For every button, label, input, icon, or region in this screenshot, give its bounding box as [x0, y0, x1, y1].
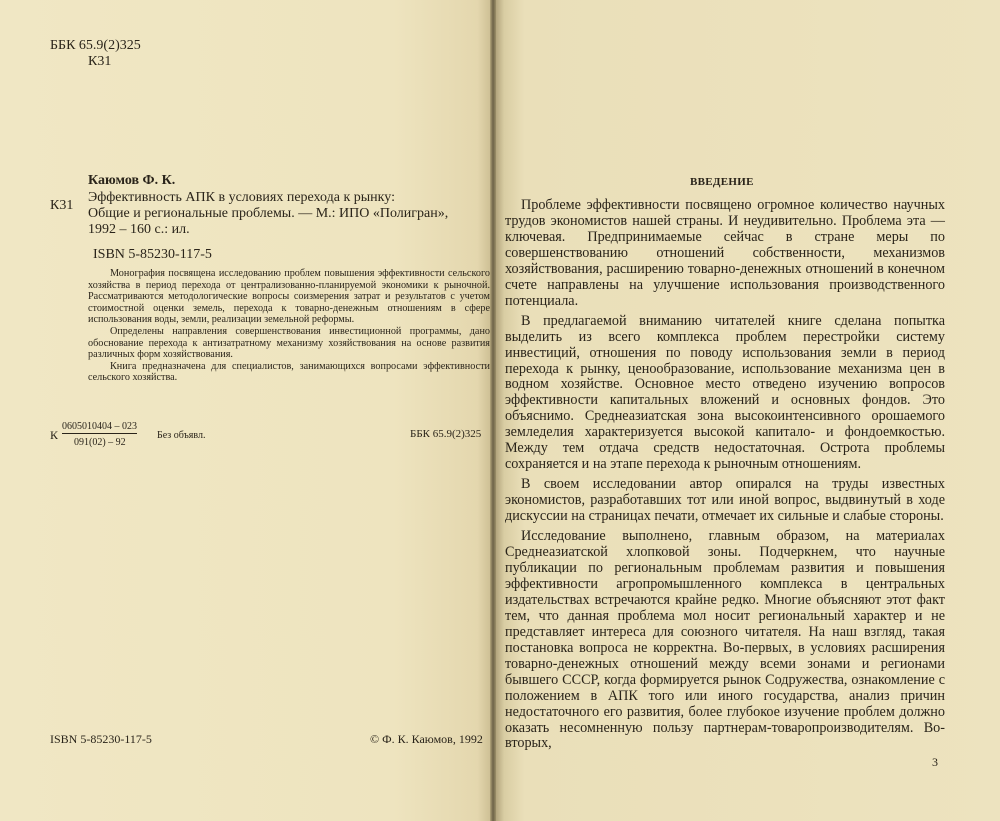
catalog-k: К [50, 428, 59, 442]
no-announcement: Без объявл. [157, 430, 206, 441]
bib-line: Общие и региональные проблемы. — М.: ИПО «Полигран», [88, 206, 449, 221]
section-heading: ВВЕДЕНИЕ [690, 176, 754, 188]
annotation-paragraph: Монография посвящена исследованию проблем повышения эффективности сельского хозяйства в период перехода от централизованно-планируемой экономики к рыночной. Рассматриваются методологические вопросы соизмерения затрат и результатов с учетом стоимостной оценки земель, перехода к товарно-денежным отношениям в сфере использования воды, земли, реализации земельной реформы. [88, 268, 490, 326]
author-mark: К31 [88, 54, 112, 69]
annotation-paragraph: Книга предназначена для специалистов, занимающихся вопросами эффективности сельского хозяйства. [88, 360, 490, 384]
body-paragraph: Исследование выполнено, главным образом, на материалах Среднеазиатской хлопковой зоны. Подчеркнем, что научные публикации по региональным проблемам развития и повышения эффективности агропромышленного комплекса в центральных издательствах встречаются крайне редко. Многие объясняют этот факт тем, что данная проблема мол носит региональный характер и не представляет интереса для союзного читателя. На наш взгляд, такая постановка вопроса не корректна. Во-первых, в условиях расширения товарно-денежных отношений между всеми зонами и регионами бывшего СССР, когда формируется рынок Содружества, ознакомление с положением в АПК того или иного государства, анализ причин недостаточного его развития, более глубокое изучение проблем должно оказать несомненную пользу партнерам-товаропроизводителям. Во-вторых, [505, 528, 945, 752]
introduction-text [505, 198, 945, 756]
annotation-paragraph: Определены направления совершенствования инвестиционной программы, дано обоснование перехода к антизатратному механизму хозяйствования на основе развития различных форм хозяйствования. [88, 325, 490, 361]
bbk-code-bottom: ББК 65.9(2)325 [410, 428, 482, 440]
bbk-classification [50, 38, 141, 70]
bib-line: 1992 – 160 с.: ил. [88, 222, 190, 237]
bbk-code: ББК 65.9(2)325 [50, 38, 141, 53]
code-numerator: 0605010404 – 023 [62, 421, 137, 432]
isbn-bottom: ISBN 5-85230-117-5 [50, 732, 152, 746]
body-paragraph: В своем исследовании автор опирался на труды известных экономистов, разработавших тот или иной вопрос, выдвинутый в ходе дискуссии на страницах печати, отмечает их сильные и слабые стороны. [505, 476, 945, 525]
bib-line: Эффективность АПК в условиях перехода к рынку: [88, 190, 395, 205]
left-page [0, 0, 492, 821]
annotation [88, 268, 490, 384]
page-number: 3 [932, 755, 938, 769]
book-gutter [490, 0, 496, 821]
copyright: © Ф. К. Каюмов, 1992 [370, 732, 483, 746]
code-denominator: 091(02) – 92 [74, 437, 126, 448]
body-paragraph: В предлагаемой вниманию читателей книге сделана попытка выделить из всего комплекса проблем перестройки систему инвестиций, отношения по поводу использования земли в период перехода к рынку, ценообразование, использование механизма цен в водном хозяйстве. Основное место отведено изучению вопросов эффективности капитальных вложений и основных фондов. Это объяснимо. Среднеазиатская зона высокоинтенсивного орошаемого земледелия характеризуется высокой капитало- и фондоемкостью. Между тем отдача средств недостаточная. Острота проблемы сохраняется и на этапе перехода к рыночным отношениям. [505, 312, 945, 473]
author-name: Каюмов Ф. К. [88, 173, 176, 188]
catalog-mark: К31 [50, 198, 74, 213]
body-paragraph: Проблеме эффективности посвящено огромное количество научных трудов экономистов нашей страны. И неудивительно. Проблема эта — ключевая. Предпринимаемые сейчас в стране меры по совершенствованию отношений собственности, механизмов хозяйствования, расширению товарно-денежных отношений в конечном счете направлены на улучшение использования производственного потенциала. [505, 197, 945, 309]
isbn: ISBN 5-85230-117-5 [93, 247, 212, 262]
